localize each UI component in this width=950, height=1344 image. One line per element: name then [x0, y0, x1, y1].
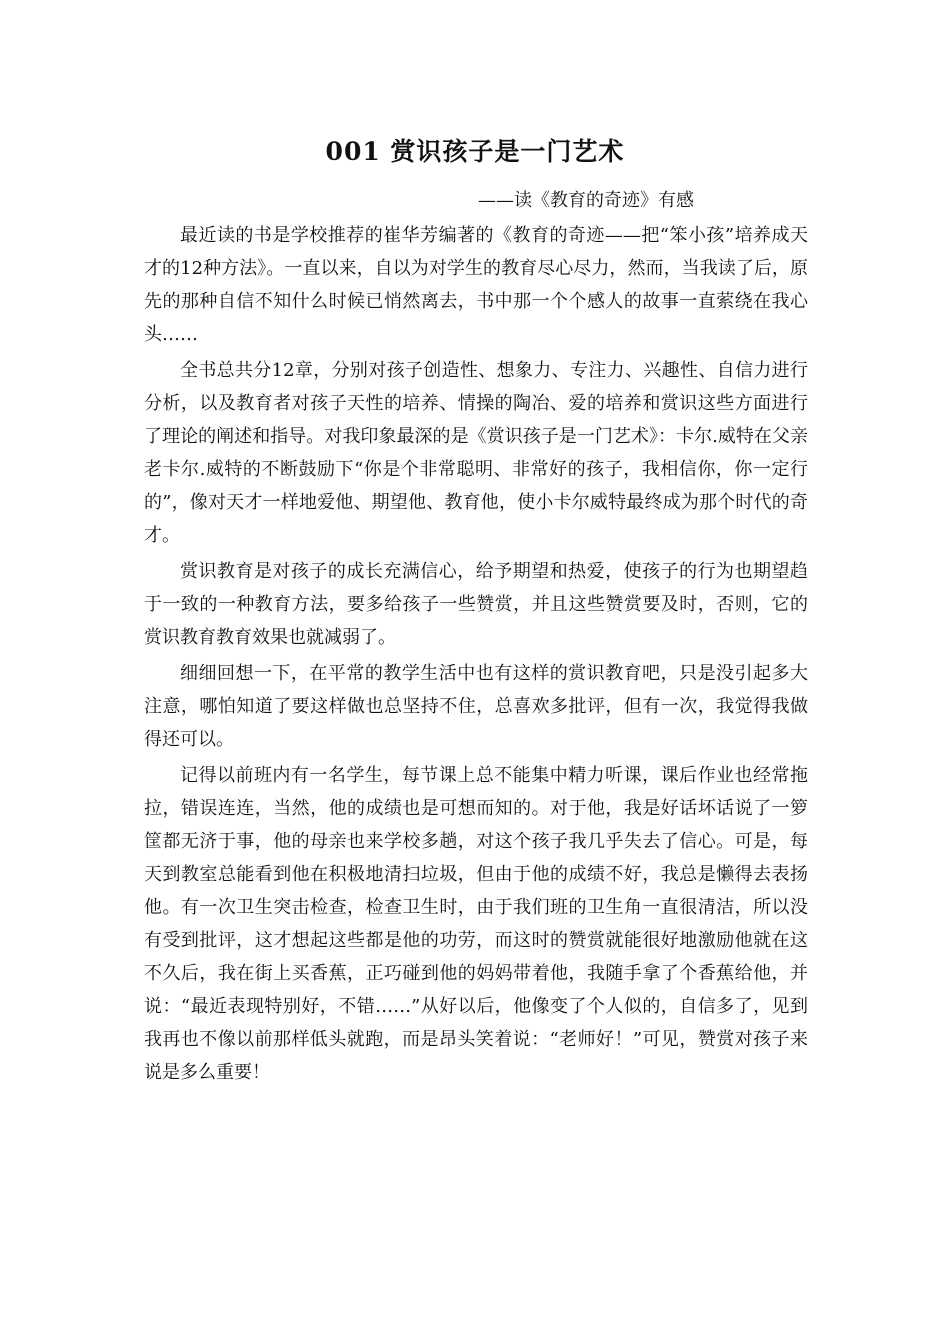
paragraph: 赏识教育是对孩子的成长充满信心，给予期望和热爱，使孩子的行为也期望趋于一致的一种教育方法，要多给孩子一些赞赏，并且这些赞赏要及时，否则，它的赏识教育教育效果也就减弱了。: [144, 561, 808, 648]
document-subtitle: ——读《教育的奇迹》有感: [478, 190, 694, 211]
document-body: [144, 219, 808, 1089]
paragraph: 记得以前班内有一名学生，每节课上总不能集中精力听课，课后作业也经常拖拉，错误连连，当然，他的成绩也是可想而知的。对于他，我是好话坏话说了一箩筐都无济于事，他的母亲也来学校多趟，对这个孩子我几乎失去了信心。可是，每天到教室总能看到他在积极地清扫垃圾，但由于他的成绩不好，我总是懒得去表扬他。有一次卫生突击检查，检查卫生时，由于我们班的卫生角一直很清洁，所以没有受到批评，这才想起这些都是他的功劳，而这时的赞赏就能很好地激励他就在这不久后，我在街上买香蕉，正巧碰到他的妈妈带着他，我随手拿了个香蕉给他，并说：“最近表现特别好，不错……”从好以后，他像变了个人似的，自信多了，见到我再也不像以前那样低头就跑，而是昂头笑着说：“老师好！”可见，赞赏对孩子来说是多么重要！: [144, 765, 808, 1083]
paragraph: 最近读的书是学校推荐的崔华芳编著的《教育的奇迹——把“笨小孩”培养成天才的12种方法》。一直以来，自以为对学生的教育尽心尽力，然而，当我读了后，原先的那种自信不知什么时候已悄然离去，书中那一个个感人的故事一直萦绕在我心头……: [144, 225, 808, 345]
paragraph: 全书总共分12章，分别对孩子创造性、想象力、专注力、兴趣性、自信力进行分析，以及教育者对孩子天性的培养、情操的陶冶、爱的培养和赏识这些方面进行了理论的阐述和指导。对我印象最深的是《赏识孩子是一门艺术》：卡尔.威特在父亲老卡尔.威特的不断鼓励下“你是个非常聪明、非常好的孩子，我相信你，你一定行的”，像对天才一样地爱他、期望他、教育他，使小卡尔威特最终成为那个时代的奇才。: [144, 360, 808, 546]
paragraph: 细细回想一下，在平常的教学生活中也有这样的赏识教育吧，只是没引起多大注意，哪怕知道了要这样做也总坚持不住，总喜欢多批评，但有一次，我觉得我做得还可以。: [144, 663, 808, 750]
document-title: 001 赏识孩子是一门艺术: [325, 137, 625, 166]
